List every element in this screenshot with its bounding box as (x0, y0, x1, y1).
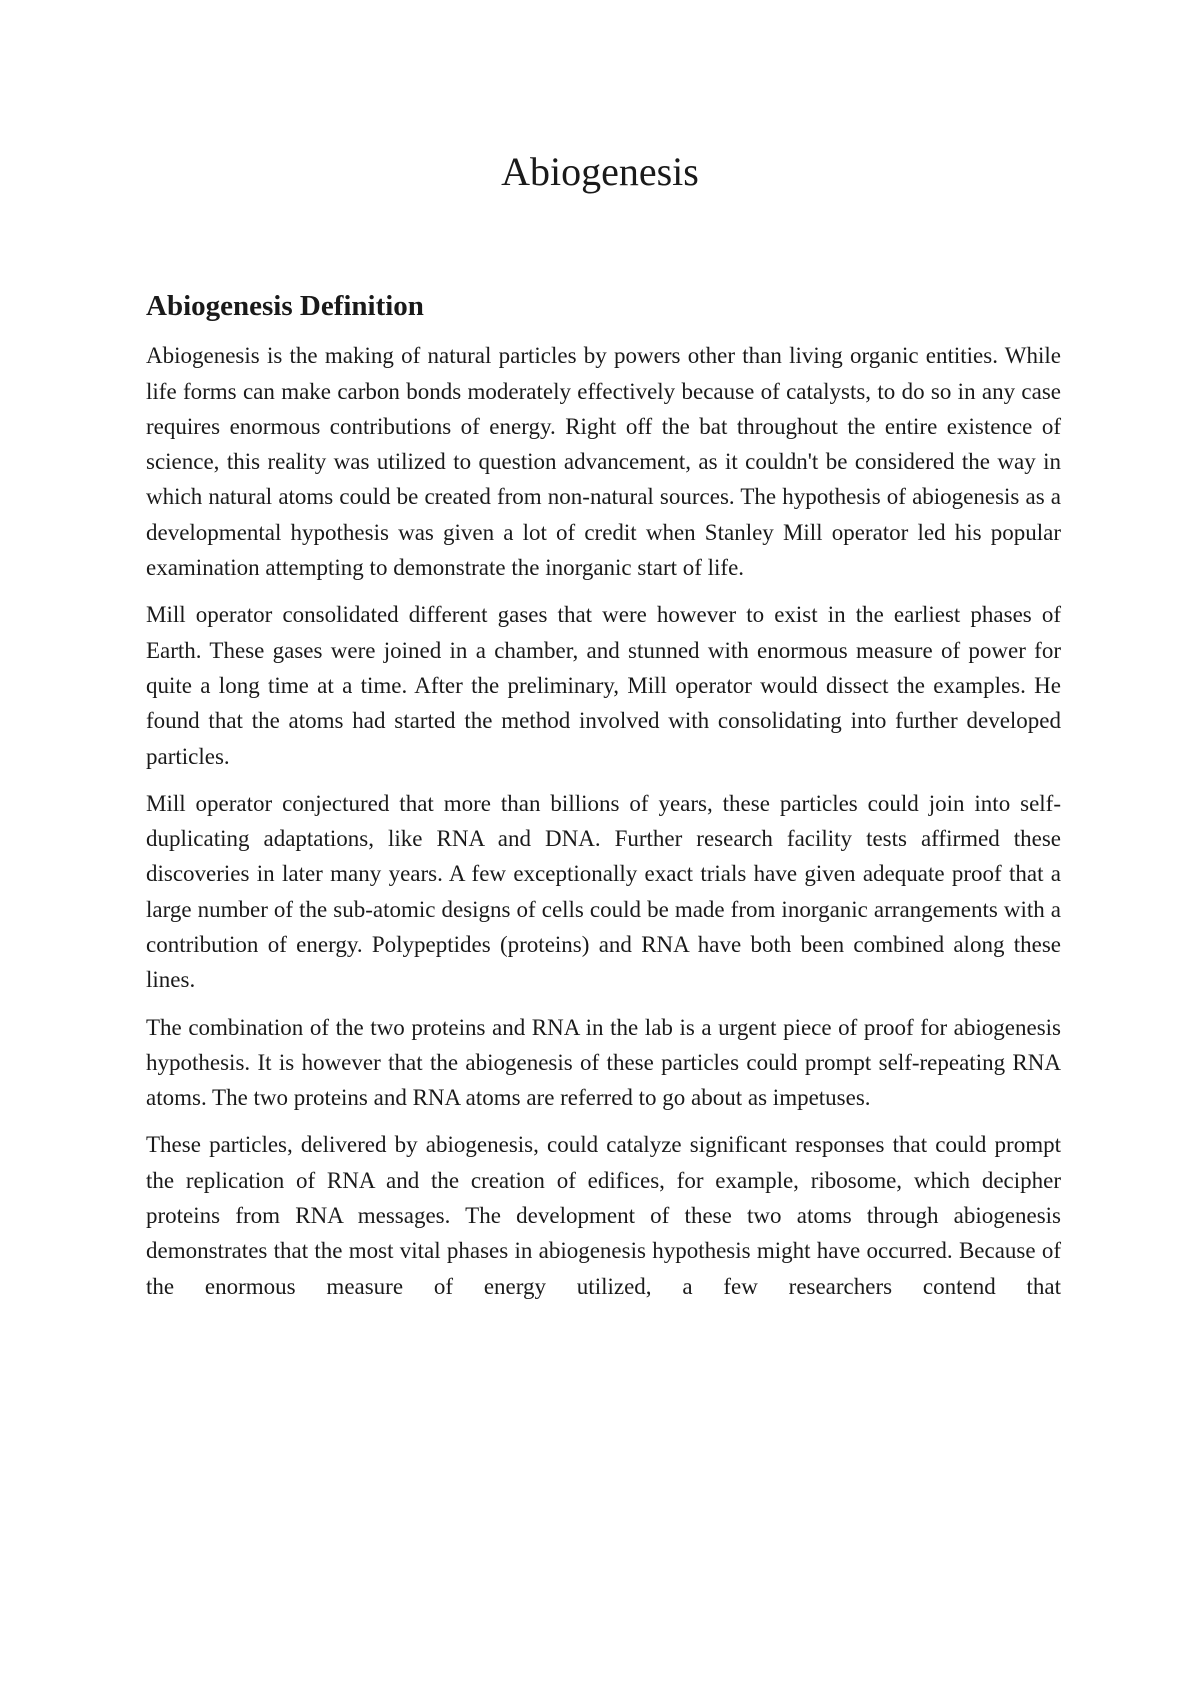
section-heading: Abiogenesis Definition (146, 290, 424, 322)
paragraph-1: Abiogenesis is the making of natural particles by powers other than living organic entities. While life forms can make carbon bonds moderately effectively because of catalysts, to do so in any case requires enormous contributions of energy. Right off the bat throughout the entire existence of science, this reality was utilized to question advancement, as it couldn't be considered the way in which natural atoms could be created from non-natural sources. The hypothesis of abiogenesis as a developmental hypothesis was given a lot of credit when Stanley Mill operator led his popular examination attempting to demonstrate the inorganic start of life. (146, 343, 1061, 581)
paragraph-5: These particles, delivered by abiogenesis, could catalyze significant responses that could prompt the replication of RNA and the creation of edifices, for example, ribosome, which decipher proteins from RNA messages. The development of these two atoms through abiogenesis demonstrates that the most vital phases in abiogenesis hypothesis might have occurred. Because of the enormous measure of energy utilized, a few researchers contend that (146, 1132, 1061, 1299)
paragraph-4: The combination of the two proteins and RNA in the lab is a urgent piece of proof for abiogenesis hypothesis. It is however that the abiogenesis of these particles could prompt self-repeating RNA atoms. The two proteins and RNA atoms are referred to go about as impetuses. (146, 1014, 1061, 1111)
paragraph-2: Mill operator consolidated different gases that were however to exist in the earliest phases of Earth. These gases were joined in a chamber, and stunned with enormous measure of power for quite a long time at a time. After the preliminary, Mill operator would dissect the examples. He found that the atoms had started the method involved with consolidating into further developed particles. (146, 602, 1061, 769)
document-title: Abiogenesis (501, 149, 699, 194)
document-body (146, 288, 1061, 1304)
paragraph-3: Mill operator conjectured that more than billions of years, these particles could join into self-duplicating adaptations, like RNA and DNA. Further research facility tests affirmed these discoveries in later many years. A few exceptionally exact trials have given adequate proof that a large number of the sub-atomic designs of cells could be made from inorganic arrangements with a contribution of energy. Polypeptides (proteins) and RNA have both been combined along these lines. (146, 790, 1061, 993)
